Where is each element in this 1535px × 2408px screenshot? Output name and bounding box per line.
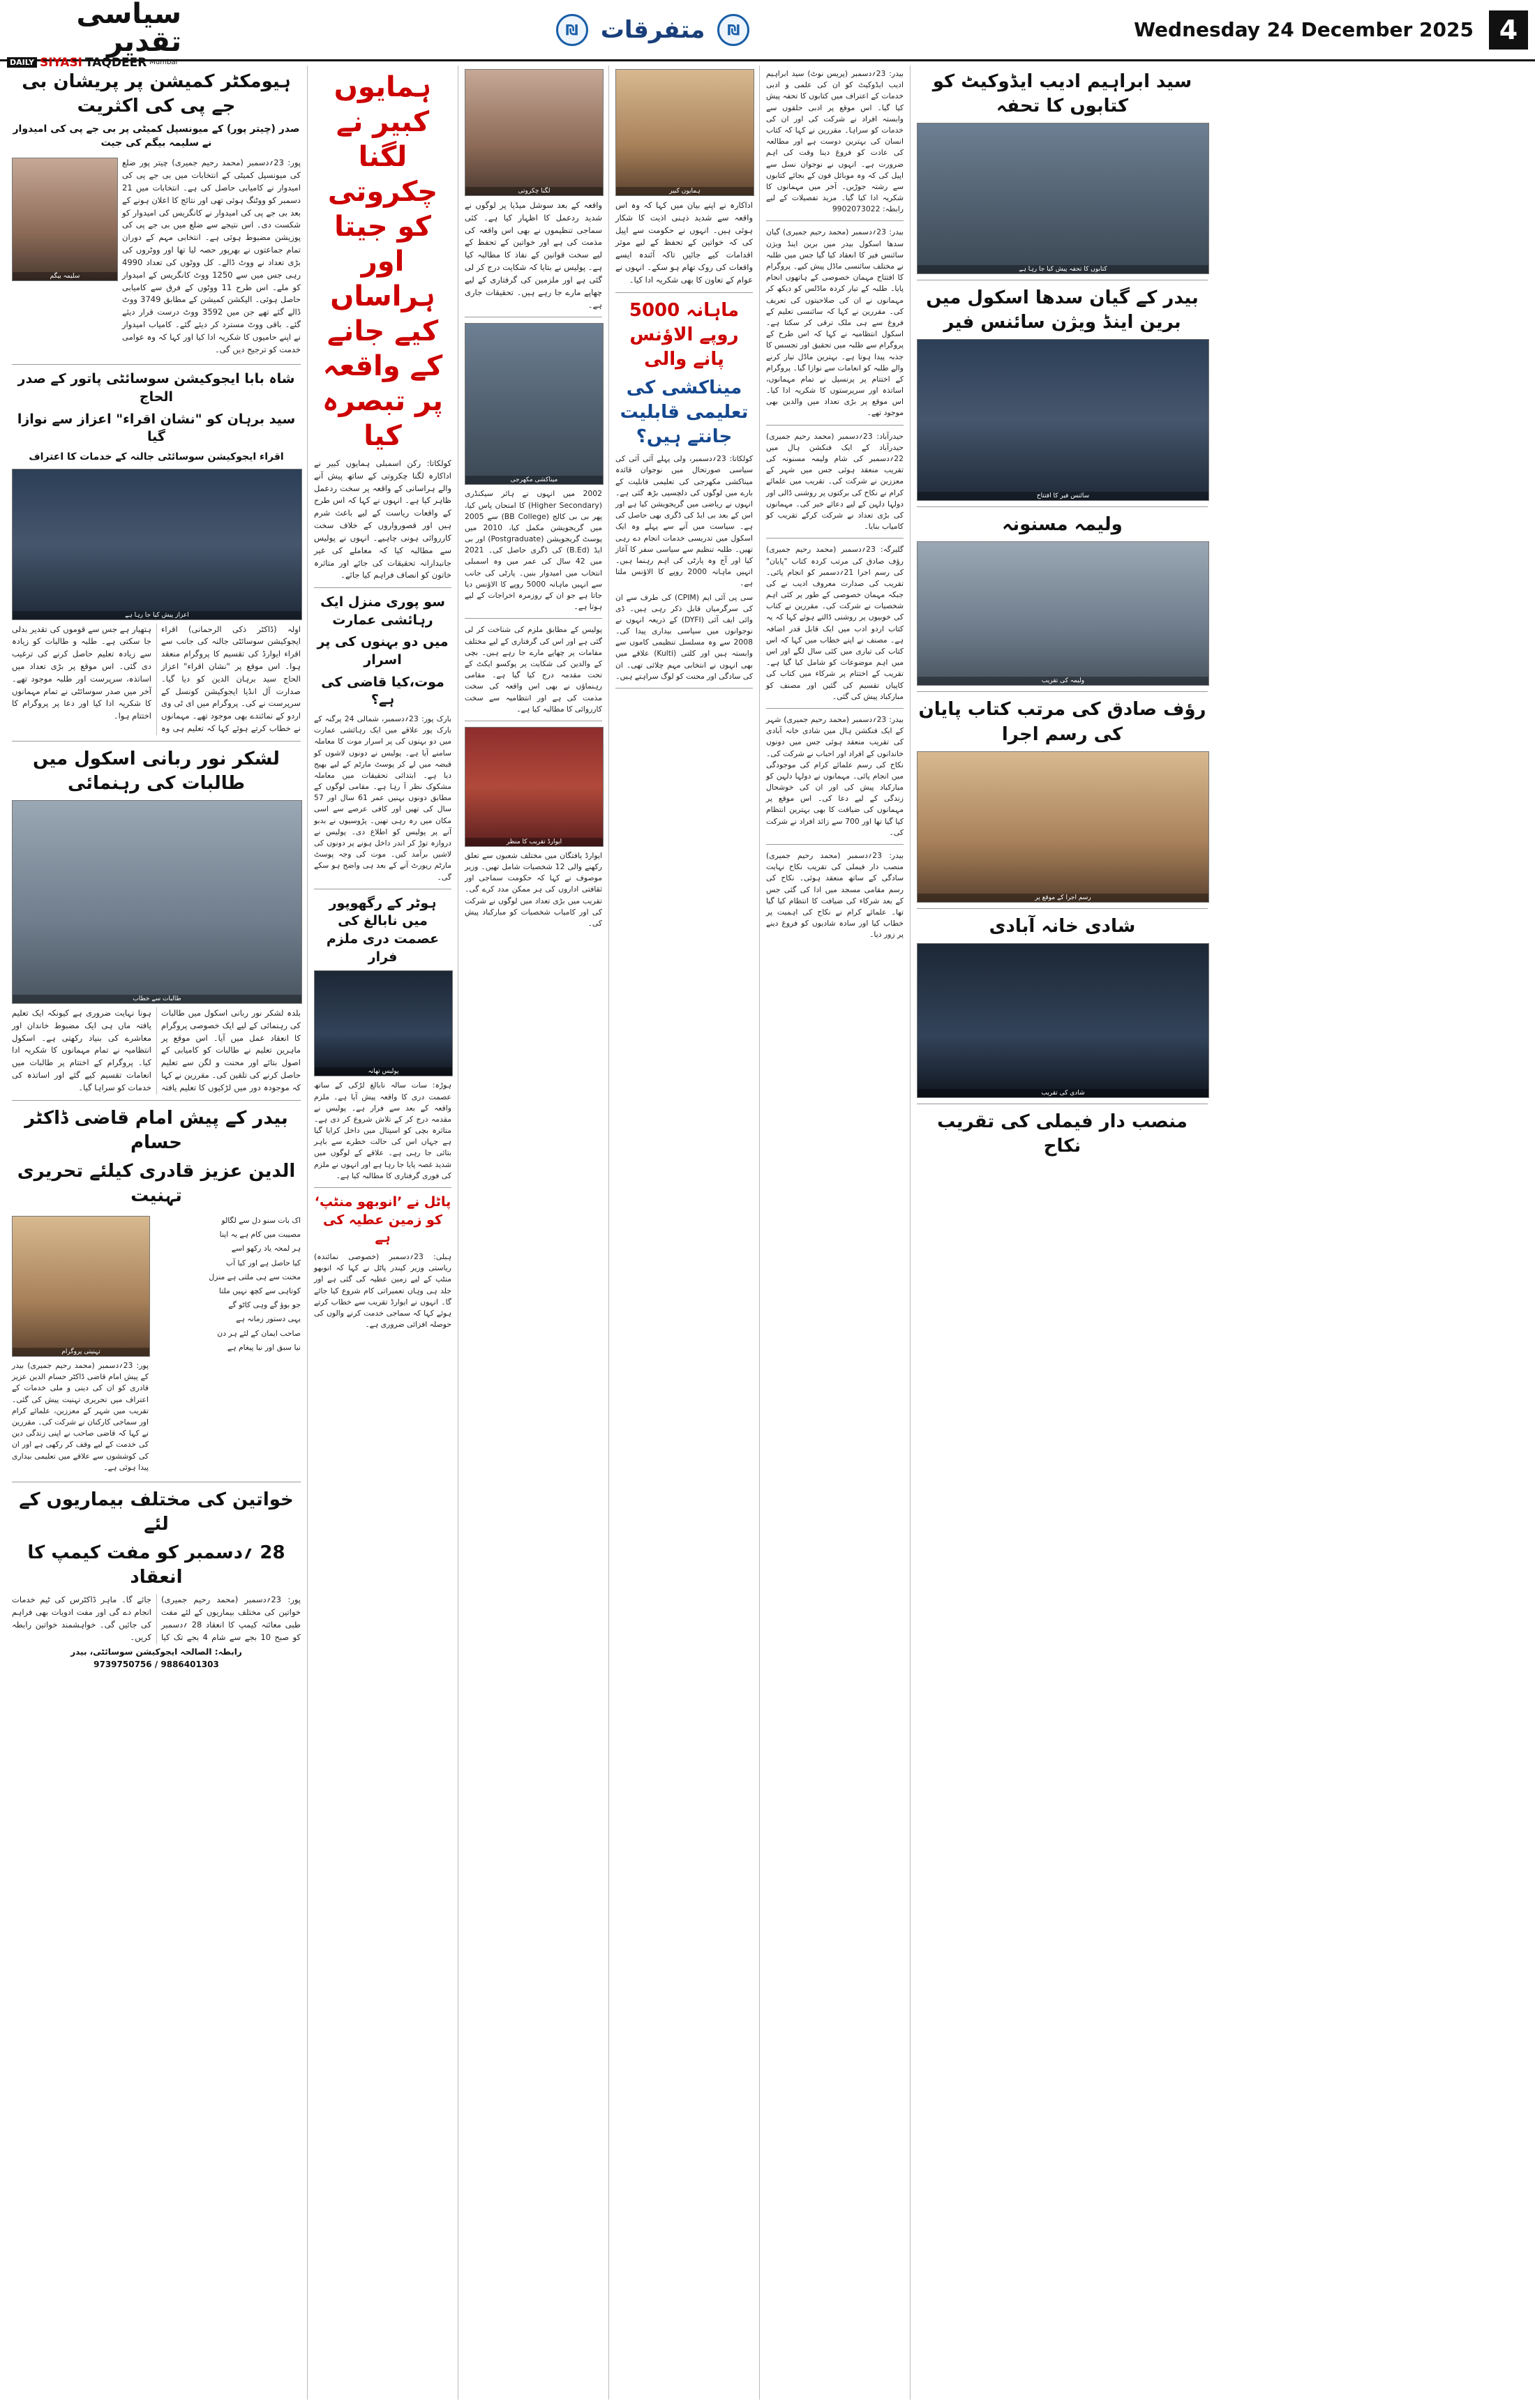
contact-line-1: رابطہ: الصالحہ ایجوکیشن سوسائٹی، بیدر bbox=[70, 1646, 242, 1657]
photo-caption: رسم اجرا کے موقع پر bbox=[918, 894, 1208, 902]
column-left bbox=[6, 66, 307, 2400]
article-headline: لشکر نور ربانی اسکول میں طالبات کی رہنمائی bbox=[33, 748, 280, 794]
article-photo bbox=[917, 751, 1209, 903]
column-right bbox=[910, 66, 1214, 2400]
patil-body-b: ایوارڈ یافتگان میں مختلف شعبوں سے تعلق رکھنے والی 12 شخصیات شامل تھیں۔ وزیر موصوف نے کہا کہ حکومت سماجی اور ثقافتی اداروں کی ہر ممکن مدد کرے گی۔ تقریب میں بڑی تعداد میں لوگوں نے شرکت کی اور کامیاب شخصیات کو مبارکباد پیش کی۔ bbox=[465, 850, 602, 928]
photo-caption: سائنس فیر کا افتتاح bbox=[918, 492, 1208, 500]
article-body: پور: 23؍دسمبر (محمد رحیم جمیری) چیتر پور ضلع کی میونسپل کمیٹی کے انتخابات میں بی جے پی کی امیدوار نے کامیابی حاصل کی ہے۔ انتخابات میں 21 دسمبر کو ووٹنگ ہوئی تھی اور نتائج کا اعلان ہونے کے بعد بی جے پی کی امیدوار نے کانگریس کی امیدوار کو شکست دی۔ اس نتیجے سے ضلع میں بی جے پی کی پوزیشن مضبوط ہوئی ہے۔ انتخابی مہم کے دوران تمام جماعتوں نے بھرپور حصہ لیا تھا اور ووٹروں کی بڑی تعداد نے ووٹ ڈالے۔ کل ووٹوں کی تعداد 4990 رہی جس میں سے 1250 ووٹ کانگریس کے امیدوار کو ملے۔ اس طرح 11 ووٹوں کے فرق سے کامیابی حاصل ہوئی۔ الیکشن کمیشن کے مطابق 3749 ووٹ ڈالے گئے تھے جن میں 3592 ووٹ درست قرار دیئے گئے۔ باقی ووٹ مسترد کر دیئے گئے۔ کامیاب امیدوار نے اپنے حامیوں کا شکریہ ادا کیا اور کہا کہ وہ عوامی خدمت کو ترجیح دیں گی۔ bbox=[122, 158, 301, 354]
mansab-body: بیدر: 23؍دسمبر (محمد رحیم جمیری) منصب دار فیملی کی تقریب نکاح نہایت سادگی کے ساتھ منعقد ہوئی۔ نکاح کی رسم مقامی مسجد میں ادا کی گئی جس کے بعد شرکاء کی ضیافت کا انتظام کیا گیا تھا۔ علمائے کرام نے نکاح کی اہمیت پر خطاب کیا اور سادہ شادیوں کو فروغ دینے پر زور دیا۔ bbox=[766, 851, 904, 940]
poem-line-9: نیا سبق اور نیا پیغام ہے bbox=[227, 1342, 301, 1352]
article-photo bbox=[12, 1216, 150, 1357]
divider bbox=[917, 908, 1208, 909]
article-photo bbox=[12, 158, 118, 281]
divider bbox=[314, 587, 451, 588]
article-free-camp bbox=[12, 1488, 301, 1669]
building-headline-line3: موت،کیا قاضی کی ہے؟ bbox=[321, 674, 444, 708]
meenakshi-body-c: سی پی آئی ایم (CPIM) کی طرف سے ان کی سرگرمیاں قابل ذکر رہی ہیں۔ ڈی وائی ایف آئی (DYFI) کے ذریعہ انہوں نے نوجوانوں میں سیاسی بیداری پیدا کی۔ 2008 سے وہ مسلسل تنظیمی کاموں سے وابستہ ہیں اور کلتی (Kulti) علاقے میں بھی انہوں نے انتخابی مہم چلائی تھی۔ ان کی سادگی اور محنت کو لوگ سراہتے ہیں۔ bbox=[615, 592, 753, 681]
building-headline-line1: سو پوری منزل ایک رہائشی عمارت bbox=[320, 594, 445, 628]
photo-caption: کتابوں کا تحفہ پیش کیا جا رہا ہے bbox=[918, 265, 1208, 273]
article-body: پور: 23؍دسمبر (محمد رحیم جمیری) بیدر کے پیش امام قاضی ڈاکٹر حسام الدین عزیز قادری کو ان کی دینی و ملی خدمات کے اعتراف میں تحریری تہنیت پیش کی گئی۔ تقریب میں شہر کے معززین، علمائے کرام اور سماجی کارکنان نے شرکت کی۔ مقررین نے کہا کہ قاضی صاحب نے اپنی زندگی دین کی خدمت کے لیے وقف کر رکھی ہے اور ان کی کوششوں سے علاقے میں تعلیمی بیداری پیدا ہوئی ہے۔ bbox=[12, 1361, 149, 1472]
column-5 bbox=[759, 66, 910, 2400]
walima-body: حیدرآباد: 23؍دسمبر (محمد رحیم جمیری) حیدرآباد کے ایک فنکشن ہال میں 22؍دسمبر کی شام ولیمہ مسنونہ کی تقریب منعقد ہوئی جس میں شہر کے معززین نے شرکت کی۔ تقریب میں علمائے کرام نے نکاح کی برکتوں پر روشنی ڈالی اور دولہا دلہن کے لیے دعائے خیر کی۔ مہمانوں کی بڑی تعداد نے شرکت کرکے تقریب کو کامیاب بنایا۔ bbox=[766, 431, 904, 532]
photo-caption: تہنیتی پروگرام bbox=[13, 1348, 149, 1356]
article-science-fair bbox=[917, 286, 1208, 501]
article-headline-line2: سید برہان کو "نشان اقراء" اعزاز سے نوازا گیا bbox=[17, 411, 296, 445]
emblem-right-icon: ₪ bbox=[717, 14, 749, 46]
emblem-left-icon: ₪ bbox=[556, 14, 588, 46]
divider bbox=[917, 506, 1208, 507]
photo-caption: لگنا چکروتی bbox=[465, 187, 603, 195]
photo-caption: ہمایوں کبیر bbox=[616, 187, 754, 195]
photo-caption: میناکشی مکھرجی bbox=[465, 476, 603, 484]
meenakshi-headline-line1: ماہانہ 5000 روپے الاؤنس پانے والی bbox=[629, 299, 740, 370]
article-mansab-nikah bbox=[917, 1110, 1208, 1159]
article-subhead: صدر (چیتر پور) کے میونسپل کمیٹی پر بی جے پی کی امیدوار نے سلیمہ بیگم کی جیت bbox=[13, 123, 300, 149]
lead-headline: ہمایوں کبیر نے لگنا چکروتی کو جیتا اور ہراساں کیے جانے کے واقعہ پر تبصرہ کیا bbox=[322, 71, 443, 452]
meenakshi-body-b: 2002 میں انہوں نے ہائر سیکنڈری (Higher Secondary) کا امتحان پاس کیا، پھر بی بی کالج (BB College) سے 2005 میں گریجویشن مکمل کیا، 2010 میں پوسٹ گریجویشن (Postgraduate) اور بی ایڈ (B.Ed) کی ڈگری حاصل کی۔ 2021 میں 42 سال کی عمر میں وہ اسمبلی انتخاب میں امیدوار بنیں۔ پارٹی کی جانب سے انہیں ماہانہ 5000 روپے کا الاؤنس دیا جاتا ہے جو ان کے روزمرہ اخراجات کے لیے ہوتا ہے۔ bbox=[465, 489, 602, 612]
poem-line-0: اک بات سنو دل سے لگالو bbox=[221, 1216, 301, 1226]
divider bbox=[766, 708, 904, 709]
logo-city-label: Mumbai bbox=[149, 59, 178, 66]
patil-body-a: ہبلی: 23؍دسمبر (خصوصی نمائندہ) ریاستی وزیر کپندر پاٹل نے کہا کہ انوبھو منٹپ کے لیے زمین عطیہ کی گئی ہے اور جلد ہی وہاں تعمیراتی کام شروع کیا جائے گا۔ انہوں نے ایوارڈ تقریب سے خطاب کرتے ہوئے کہا کہ سماجی خدمت کرنے والوں کی حوصلہ افزائی ضروری ہے۔ bbox=[314, 1251, 451, 1330]
article-walima bbox=[917, 513, 1208, 686]
article-wedding bbox=[917, 915, 1208, 1098]
masthead bbox=[0, 0, 1535, 70]
poem-line-4: محنت سے ہی ملتی ہے منزل bbox=[209, 1272, 301, 1281]
logo-taqdeer-label: TAQDEER bbox=[84, 55, 147, 70]
poem-line-7: یہی دستور زمانہ ہے bbox=[236, 1314, 301, 1324]
article-headline: بیدر کے گیان سدھا اسکول میں برین اینڈ ویژن سائنس فیر bbox=[926, 287, 1199, 333]
hotar-photo bbox=[314, 970, 453, 1076]
article-book-launch bbox=[917, 698, 1208, 902]
article-iqra-award bbox=[12, 370, 301, 735]
divider bbox=[465, 618, 602, 619]
article-photo bbox=[12, 800, 302, 1004]
contact-line-2: 9886401303 / 9739750756 bbox=[93, 1659, 219, 1669]
article-headline: شادی خانہ آبادی bbox=[989, 915, 1136, 937]
divider bbox=[766, 220, 904, 221]
article-body: پور: 23؍دسمبر (محمد رحیم جمیری) خواتین کی مختلف بیماریوں کے لئے مفت طبی معائنہ کیمپ کا انعقاد 28 ؍دسمبر کو صبح 10 بجے سے شام 4 بجے تک کیا جائے گا۔ ماہر ڈاکٹرس کی ٹیم خدمات انجام دے گی اور مفت ادویات بھی فراہم کی جائیں گی۔ خواہشمند خواتین رابطہ کریں۔ bbox=[12, 1595, 301, 1642]
article-subhead: اقراء ایجوکیشن سوسائٹی جالنہ کے خدمات کا اعتراف bbox=[29, 451, 284, 462]
science-body: بیدر: 23؍دسمبر (محمد رحیم جمیری) گیان سدھا اسکول بیدر میں برین اینڈ ویژن سائنس فیر کا انعقاد کیا گیا جس میں طلبہ نے مختلف سائنسی ماڈل پیش کیے۔ پروگرام کا افتتاح مہمان خصوصی کے ہاتھوں انجام پایا۔ طلبہ کے تیار کردہ ماڈلس کو دیکھ کر مہمانوں نے ان کی صلاحیتوں کی تعریف کی۔ مقررین نے کہا کہ سائنسی تعلیم کے فروغ سے ہی ملک ترقی کر سکتا ہے۔ اسکول انتظامیہ نے کہا کہ اس طرح کے پروگرام سے طلبہ میں تحقیق اور تجسس کا جذبہ پیدا ہوتا ہے۔ بہترین ماڈل تیار کرنے والے طلبہ کو انعامات سے نوازا گیا۔ پروگرام کے اختتام پر پرنسپل نے تمام مہمانوں، اساتذہ اور سرپرستوں کا شکریہ ادا کیا۔ اس موقع پر بڑی تعداد میں والدین بھی موجود تھے۔ bbox=[766, 227, 904, 418]
divider bbox=[766, 844, 904, 845]
poem-line-6: جو بوؤ گے وہی کاٹو گے bbox=[228, 1300, 301, 1310]
newspaper-logo bbox=[7, 0, 181, 70]
poem-line-1: مصیبت میں کام ہے یہ اپنا bbox=[219, 1230, 301, 1240]
meenakshi-body-a: کولکاتا: 23؍دسمبر، ولی پہلے آئی آئی کی سیاسی صورتحال میں نوجوان قائدہ میناکشی مکھرجی کی تعلیمی قابلیت کے بارے میں لوگوں کی دلچسپی بڑھ گئی ہے۔ انہوں نے ریاضی میں گریجویشن کیا ہے اور اس کے بعد بی ایڈ کی ڈگری بھی حاصل کی ہے۔ سیاست میں آنے سے پہلے وہ ایک اسکول میں تدریسی خدمات انجام دے رہی تھیں۔ طلبہ تنظیم سے سیاسی سفر کا آغاز کیا اور آج وہ پارٹی کی اہم رہنما ہیں۔ انہیں ماہانہ 2000 روپے کا الاؤنس ملتا ہے۔ bbox=[615, 454, 753, 588]
poem-line-2: ہر لمحہ یاد رکھو اسے bbox=[231, 1244, 301, 1254]
divider bbox=[766, 425, 904, 426]
photo-caption: طالبات سے خطاب bbox=[13, 995, 301, 1003]
column-4 bbox=[608, 66, 759, 2400]
column-2 bbox=[307, 66, 458, 2400]
article-headline-line2: الدین عزیز قادری کیلئے تحریری تہنیت bbox=[17, 1160, 296, 1206]
shadi-body: بیدر: 23؍دسمبر (محمد رحیم جمیری) شہر کے ایک فنکشن ہال میں شادی خانہ آبادی کی تقریب منعقد ہوئی جس میں دونوں خاندانوں کے افراد اور احباب نے شرکت کی۔ نکاح کی رسم علمائے کرام کی موجودگی میں انجام پائی۔ مہمانوں نے دولہا دلہن کو مبارکباد پیش کی اور ان کی خوشحال زندگی کے لیے دعا کی۔ اس موقع پر مہمانوں کی ضیافت کا بھی بہترین انتظام کیا گیا تھا اور 700 سے زائد افراد نے شرکت کی۔ bbox=[766, 714, 904, 837]
page-number: 4 bbox=[1489, 10, 1528, 50]
poem-line-5: کوتاہی سے کچھ نہیں ملتا bbox=[218, 1286, 301, 1296]
article-photo bbox=[917, 339, 1209, 501]
divider bbox=[12, 741, 301, 742]
masthead-center bbox=[181, 14, 1124, 46]
divider bbox=[917, 691, 1208, 692]
lead-body-c: اداکارہ نے اپنے بیان میں کہا کہ وہ اس واقعہ سے شدید ذہنی اذیت کا شکار ہوئی ہیں۔ انہوں نے حکومت سے اپیل کی کہ خواتین کے تحفظ کے لیے موثر اقدامات کیے جائیں تاکہ آئندہ ایسے واقعات کی روک تھام ہو سکے۔ انہوں نے عوام کے تعاون کا بھی شکریہ ادا کیا۔ bbox=[615, 200, 753, 285]
divider bbox=[12, 1100, 301, 1101]
article-headline: ہیومکٹر کمیشن پر پریشان بی جے پی کی اکثریت bbox=[22, 71, 291, 117]
photo-caption: شادی کی تقریب bbox=[918, 1089, 1208, 1097]
article-headline-line1: شاہ بابا ایجوکیشن سوسائٹی پاتور کے صدر الحاج bbox=[17, 371, 295, 405]
article-book-gift bbox=[917, 70, 1208, 274]
logo-daily-label: DAILY bbox=[7, 57, 37, 68]
article-photo bbox=[917, 943, 1209, 1098]
article-qazi-tehniyat bbox=[12, 1106, 301, 1476]
article-photo bbox=[917, 541, 1209, 686]
lead-body-b: واقعہ کے بعد سوشل میڈیا پر لوگوں نے شدید ردعمل کا اظہار کیا ہے۔ کئی سماجی تنظیموں نے بھی اس واقعہ کی مذمت کی ہے اور خواتین کے تحفظ کے لیے سخت قوانین کے نفاذ کا مطالبہ کیا ہے۔ پولیس نے بتایا کہ شکایت درج کر لی گئی ہے اور ملزمین کی گرفتاری کے لیے چھاپے مارے جا رہے ہیں۔ تحقیقات جاری ہے۔ bbox=[465, 200, 602, 310]
article-noor-rabbani-school bbox=[12, 747, 301, 1094]
lead-photo-kabir bbox=[615, 69, 754, 196]
article-body: بلدہ لشکر نور ربانی اسکول میں طالبات کی رہنمائی کے لیے ایک خصوصی پروگرام کا انعقاد عمل میں آیا۔ اس موقع پر ماہرین تعلیم نے طالبات کو کامیابی کے اصول بتائے اور محنت و لگن سے تعلیم حاصل کرنے کی تلقین کی۔ مقررین نے کہا کہ موجودہ دور میں لڑکیوں کا تعلیم یافتہ ہونا نہایت ضروری ہے کیونکہ ایک تعلیم یافتہ ماں ہی ایک مضبوط خاندان اور معاشرے کی بنیاد رکھتی ہے۔ اسکول انتظامیہ نے تمام مہمانوں کا شکریہ ادا کیا۔ پروگرام کے اختتام پر طالبات میں انعامات تقسیم کیے گئے اور اساتذہ کی خدمات کو سراہا گیا۔ bbox=[12, 1008, 301, 1092]
photo-caption: ولیمہ کی تقریب bbox=[918, 677, 1208, 685]
rauf-body: گلبرگہ: 23؍دسمبر (محمد رحیم جمیری) رؤف صادق کی مرتب کردہ کتاب "پایان" کی رسم اجرا 21؍دسمبر کو انجام پائی۔ تقریب کی صدارت معروف ادیب نے کی جبکہ مہمان خصوصی کے طور پر کئی اہم شخصیات نے شرکت کی۔ مقررین نے کتاب کی خوبیوں پر روشنی ڈالتے ہوئے کہا کہ یہ کتاب اردو ادب میں ایک قابل قدر اضافہ ہے۔ مصنف نے اپنے خطاب میں کہا کہ اس کتاب کی تیاری میں کئی سال لگے اور اس میں اہم موضوعات کو شامل کیا گیا ہے۔ تقریب کے اختتام پر شرکاء میں کتاب کی کاپیاں تقسیم کی گئیں اور مصنف کو مبارکباد پیش کی گئی۔ bbox=[766, 545, 904, 701]
article-headline-line2: 28 ؍دسمبر کو مفت کیمپ کا انعقاد bbox=[27, 1542, 285, 1588]
hotar-body-b: پولیس کے مطابق ملزم کی شناخت کر لی گئی ہے اور اس کی گرفتاری کے لیے مختلف مقامات پر چھاپے مارے جا رہے ہیں۔ بچی کے والدین کی شکایت پر پوکسو ایکٹ کے تحت مقدمہ درج کیا گیا ہے۔ مقامی رہنماؤں نے بھی اس واقعہ کی سخت مذمت کی ہے اور انتظامیہ سے سخت کارروائی کا مطالبہ کیا ہے۔ bbox=[465, 625, 602, 714]
lead-body-a: کولکاتا: رکن اسمبلی ہمایوں کبیر نے اداکارہ لگنا چکروتی کے ساتھ پیش آنے والے ہراسانی کے واقعہ پر سخت ردعمل ظاہر کیا ہے۔ انہوں نے کہا کہ اس طرح کے واقعات ریاست کے لیے باعث شرم ہیں اور قصورواروں کے خلاف سخت کارروائی ہونی چاہیے۔ انہوں نے پولیس سے مطالبہ کیا کہ معاملے کی غیر جانبدارانہ تحقیقات کی جائے اور متاثرہ خاتون کو انصاف فراہم کیا جائے۔ bbox=[314, 458, 451, 580]
photo-caption: اعزاز پیش کیا جا رہا ہے bbox=[13, 611, 301, 619]
section-title: متفرقات bbox=[600, 15, 705, 44]
meenakshi-headline-line2: میناکشی کی تعلیمی قابلیت جانتے ہیں؟ bbox=[620, 377, 749, 448]
divider bbox=[314, 1187, 451, 1188]
building-headline-line2: میں دو بہنوں کی پر اسرار bbox=[317, 634, 449, 668]
lead-photo-actress bbox=[465, 69, 604, 196]
article-headline: سید ابراہیم ادیب ایڈوکیٹ کو کتابوں کا تحفہ bbox=[932, 71, 1192, 117]
hotar-headline: ہوٹر کے رگھوپور میں نابالغ کی عصمت دری ملزم فرار bbox=[326, 895, 440, 965]
book-gift-body: بیدر: 23؍دسمبر (پریس نوٹ) سید ابراہیم ادیب ایڈوکیٹ کو ان کی علمی و ادبی خدمات کے اعتراف میں کتابوں کا تحفہ پیش کیا گیا۔ اس موقع پر ادبی حلقوں سے وابستہ افراد نے شرکت کی اور ان کی خدمات کو سراہا۔ مقررین نے کہا کہ کتاب انسان کی بہترین دوست ہے اور مطالعہ کی عادت کو فروغ دینا وقت کی اہم ضرورت ہے۔ انہوں نے نوجوان نسل سے اپیل کی کہ وہ موبائل فون کے بجائے کتابوں سے رشتہ جوڑیں۔ آخر میں مہمانوں کا شکریہ ادا کیا گیا۔ مزید تفصیلات کے لیے رابطہ: 9902073022 bbox=[766, 69, 904, 214]
divider bbox=[766, 538, 904, 539]
article-headline: منصب دار فیملی کی تقریب نکاح bbox=[937, 1111, 1188, 1157]
article-body: اولہ (ڈاکٹر ذکی الرحمانی) اقراء ایجوکیشن سوسائٹی جالنہ کی جانب سے اقراء ایوارڈ کی تقسیم کا پروگرام منعقد ہوا۔ اس موقع پر "نشان اقراء" اعزاز الحاج سید برہان الدین کو دیا گیا۔ صدارت آل انڈیا ایجوکیشن کونسل کے سرپرست نے کی۔ پروگرام میں ای ٹی وی اردو کے نمائندے بھی موجود تھے۔ مہمانوں نے خطاب کرتے ہوئے کہا کہ تعلیم ہی وہ ہتھیار ہے جس سے قوموں کی تقدیر بدلی جا سکتی ہے۔ طلبہ و طالبات کو زیادہ سے زیادہ تعلیم حاصل کرنے کی ترغیب دی گئی۔ اس موقع پر بڑی تعداد میں اساتذہ، سرپرست اور طلبہ موجود تھے۔ آخر میں صدر سوسائٹی نے تمام مہمانوں کا شکریہ ادا کیا اور دعا پر پروگرام کا اختتام ہوا۔ bbox=[12, 624, 301, 734]
logo-siyasi-label: SIYASI bbox=[40, 55, 82, 70]
logo-urdu-title: سیاسی تقدیر bbox=[76, 0, 181, 58]
meenakshi-photo bbox=[465, 323, 604, 485]
photo-caption: پولیس تھانہ bbox=[315, 1067, 452, 1076]
patil-headline: پاٹل نے ’انوبھو منٹپ‘ کو زمین عطیہ کی ہے bbox=[314, 1194, 451, 1246]
photo-caption: سلیمہ بیگم bbox=[13, 272, 117, 280]
article-headline: رؤف صادق کی مرتب کتاب پایان کی رسم اجرا bbox=[918, 699, 1206, 745]
poem-line-3: کیا حاصل ہے اور کیا آب bbox=[225, 1258, 301, 1267]
poem-line-8: صاحب ایمان کے لئے ہر دن bbox=[217, 1328, 301, 1338]
article-headline: ولیمہ مسنونہ bbox=[1002, 514, 1123, 536]
photo-caption: ایوارڈ تقریب کا منظر bbox=[465, 838, 603, 846]
article-photo bbox=[12, 469, 302, 620]
divider bbox=[12, 364, 301, 365]
patil-photo bbox=[465, 727, 604, 847]
article-photo bbox=[917, 123, 1209, 274]
building-body: بارک پور: 23؍دسمبر، شمالی 24 پرگنہ کے بارک پور علاقے میں ایک رہائشی عمارت میں دو بہنوں کی پر اسرار موت کا معاملہ سامنے آیا ہے۔ پولیس نے دونوں لاشوں کو قبضہ میں لے کر پوسٹ مارٹم کے لیے بھیج دیا ہے۔ ابتدائی تحقیقات میں معاملہ مشکوک نظر آ رہا ہے۔ مقامی لوگوں کے مطابق دونوں بہنیں عمر 61 سال اور 57 سال کی تھیں اور کافی عرصے سے اسی مکان میں رہ رہی تھیں۔ پڑوسیوں نے بدبو آنے پر پولیس کو اطلاع دی۔ پولیس نے دروازہ توڑ کر اندر داخل ہونے پر دونوں کی لاشیں برآمد کیں۔ موت کی وجہ پوسٹ مارٹم رپورٹ آنے کے بعد ہی واضح ہو سکے گی۔ bbox=[314, 714, 451, 882]
column-3 bbox=[458, 66, 608, 2400]
article-headline-line1: خواتین کی مختلف بیماریوں کے لئے bbox=[19, 1489, 294, 1535]
article-headline-line1: بیدر کے پیش امام قاضی ڈاکٹر حسام bbox=[24, 1107, 288, 1153]
page-content bbox=[0, 61, 1535, 2405]
divider bbox=[615, 292, 753, 293]
article-bjp-majority bbox=[12, 70, 301, 359]
hotar-body-a: ہوڑہ: سات سالہ نابالغ لڑکی کے ساتھ عصمت دری کا واقعہ پیش آیا ہے۔ ملزم واقعہ کے بعد سے فرار ہے۔ پولیس نے مقدمہ درج کر کے تلاش شروع کر دی ہے۔ متاثرہ بچی کو اسپتال میں داخل کرایا گیا ہے جہاں اس کی حالت خطرے سے باہر بتائی جا رہی ہے۔ علاقے کے لوگوں میں شدید غصہ پایا جا رہا ہے اور انہوں نے ملزم کی فوری گرفتاری کا مطالبہ کیا ہے۔ bbox=[314, 1081, 451, 1180]
issue-date: Wednesday 24 December 2025 bbox=[1134, 18, 1474, 41]
